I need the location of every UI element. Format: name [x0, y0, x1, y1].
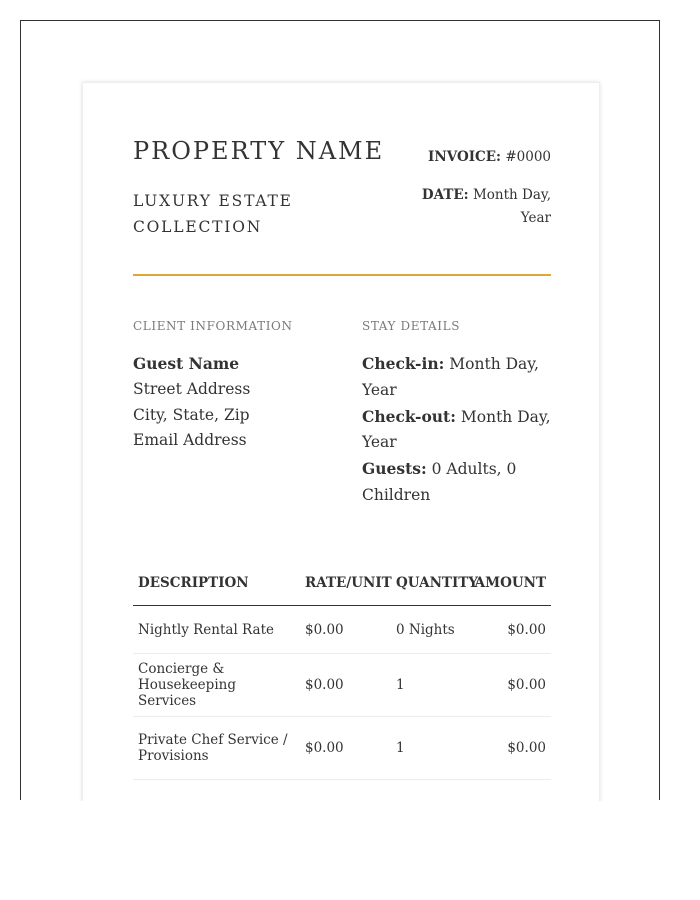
- property-name: PROPERTY NAME: [133, 137, 385, 165]
- city-state-zip: City, State, Zip: [133, 405, 250, 424]
- stay-details-heading: STAY DETAILS: [362, 319, 461, 333]
- stay-details: [362, 351, 552, 509]
- row-amount: $0.00: [507, 677, 546, 693]
- guests-line: [362, 456, 552, 509]
- invoice-label: INVOICE:: [428, 149, 502, 165]
- checkin-line: [362, 351, 552, 404]
- invoice-date-line: [401, 184, 551, 230]
- bottom-blank-area: [0, 801, 700, 900]
- checkout-line: [362, 404, 552, 457]
- table-row: [133, 606, 551, 654]
- guests-value: 0 Adults, 0 Children: [362, 460, 517, 504]
- checkin-value: Month Day, Year: [362, 355, 539, 399]
- table-header: [133, 563, 551, 606]
- checkin-label: Check-in:: [362, 354, 445, 373]
- guests-label: Guests:: [362, 459, 427, 479]
- client-info-heading: CLIENT INFORMATION: [133, 319, 293, 333]
- street-address: Street Address: [133, 379, 251, 398]
- column-header-description: DESCRIPTION: [138, 575, 249, 591]
- client-info: [133, 351, 333, 454]
- row-rate: $0.00: [305, 621, 344, 638]
- invoice-card: [82, 82, 600, 822]
- row-amount: $0.00: [507, 621, 546, 638]
- row-rate: $0.00: [305, 677, 344, 693]
- invoice-number: #0000: [505, 149, 551, 165]
- column-header-amount: AMOUNT: [474, 575, 546, 591]
- accent-divider: [133, 274, 551, 276]
- row-amount: $0.00: [507, 740, 546, 756]
- email-address: Email Address: [133, 431, 247, 450]
- row-quantity: 1: [396, 677, 405, 693]
- row-description: Private Chef Service / Provisions: [138, 732, 288, 764]
- table-row: [133, 717, 551, 780]
- column-header-rate: RATE/UNIT: [305, 575, 392, 591]
- row-quantity: 1: [396, 740, 405, 756]
- row-rate: $0.00: [305, 740, 344, 756]
- invoice-number-line: [428, 149, 551, 165]
- checkout-label: Check-out:: [362, 406, 456, 426]
- date-label: DATE:: [421, 187, 469, 203]
- collection-name: LUXURY ESTATE COLLECTION: [133, 192, 293, 236]
- date-value: Month Day, Year: [472, 187, 551, 226]
- row-quantity: 0 Nights: [396, 621, 455, 638]
- checkout-value: Month Day, Year: [362, 407, 551, 452]
- column-header-quantity: QUANTITY: [396, 575, 478, 591]
- row-description: Concierge & Housekeeping Services: [138, 661, 236, 709]
- row-description: Nightly Rental Rate: [138, 621, 274, 638]
- table-row: [133, 654, 551, 717]
- guest-name: Guest Name: [133, 354, 240, 373]
